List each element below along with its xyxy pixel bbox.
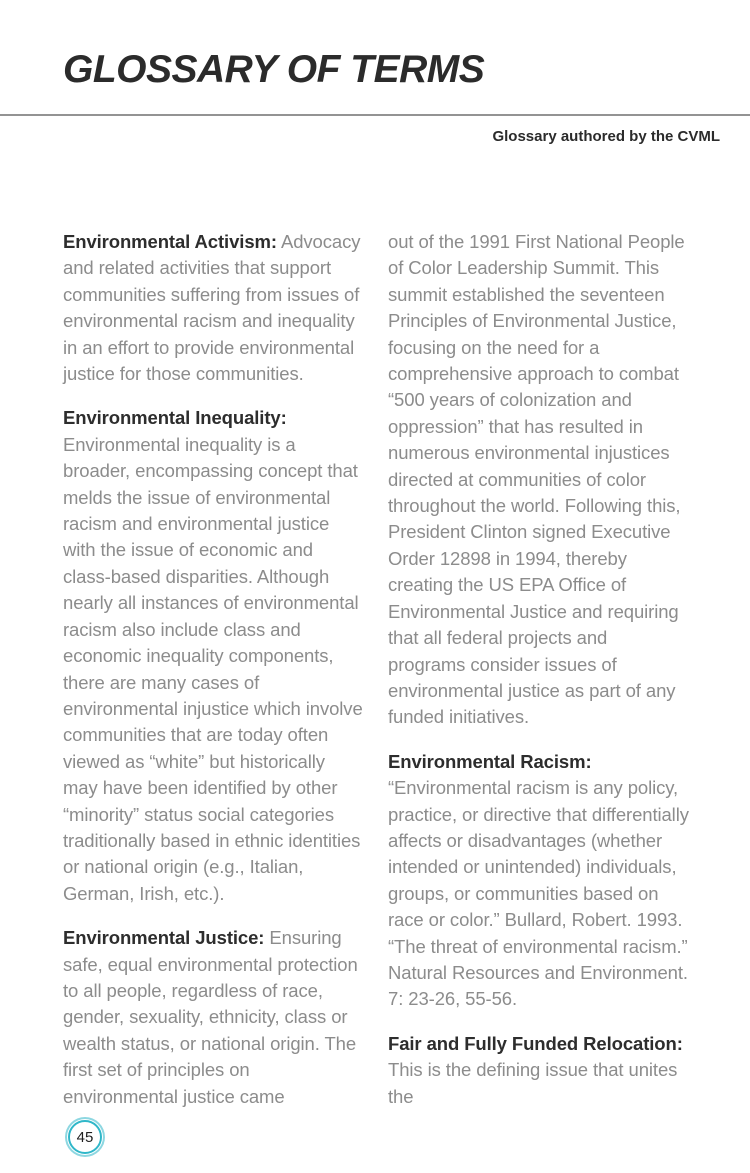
glossary-entry: [63, 405, 364, 907]
glossary-term: Fair and Fully Funded Relocation:: [388, 1032, 683, 1054]
byline: Glossary authored by the CVML: [492, 128, 720, 145]
header-divider-rule: [0, 114, 750, 116]
glossary-entry: [388, 1031, 689, 1110]
glossary-definition: out of the 1991 First National People of Color Leadership Summit. This summit established the seventeen Principles of Environmental Justice, focusing on the need for a comprehensive approach to combat “500 years of colonization and oppression” that has resulted in numerous environmental injustices directed at communities of color throughout the world. Following this, President Clinton signed Executive Order 12898 in 1994, thereby creating the US EPA Office of Environmental Justice and requiring that all federal projects and programs consider issues of environmental justice as part of any funded initiatives.: [388, 231, 685, 728]
glossary-term: Environmental Racism:: [388, 750, 592, 772]
glossary-term: Environmental Activism:: [63, 231, 277, 252]
glossary-term: Environmental Justice:: [63, 927, 265, 949]
glossary-entry-continuation: [388, 229, 689, 731]
glossary-definition: Ensuring safe, equal environmental protection to all people, regardless of race, gender, sexuality, ethnicity, class or wealth status, or national origin. The first set of principles on environmental justice came: [63, 927, 358, 1107]
glossary-entry: [63, 229, 364, 387]
left-column: [63, 229, 364, 1128]
glossary-term: Environmental Inequality:: [63, 407, 287, 429]
glossary-entry: [388, 749, 689, 1013]
glossary-definition: This is the defining issue that unites the: [388, 1059, 678, 1107]
page-number-badge: [68, 1120, 102, 1154]
glossary-definition: Environmental inequality is a broader, encompassing concept that melds the issue of environmental racism and environmental justice with the issue of economic and class-based disparities. Although nearly all instances of environmental racism also include class and economic inequality components, there are many cases of environmental injustice which involve communities that are today often viewed as “white” but historically may have been identified by other “minority” status social categories traditionally based in ethnic identities or national origin (e.g., Italian, German, Irish, etc.).: [63, 433, 363, 904]
glossary-columns: [63, 229, 690, 1128]
glossary-entry: [63, 925, 364, 1110]
glossary-definition: Advocacy and related activities that support communities suffering from issues of environmental racism and inequality in an effort to provide environmental justice for those communities.: [63, 231, 361, 385]
right-column: [388, 229, 689, 1128]
glossary-definition: “Environmental racism is any policy, practice, or directive that differentially affects or disadvantages (whether intended or unintended) individuals, groups, or communities based on race or color.” Bullard, Robert. 1993. “The threat of environmental racism.” Natural Resources and Environment. 7: 23-26, 55-56.: [388, 777, 689, 1010]
page-title: GLOSSARY OF TERMS: [63, 48, 485, 91]
page-number: 45: [76, 1128, 94, 1146]
